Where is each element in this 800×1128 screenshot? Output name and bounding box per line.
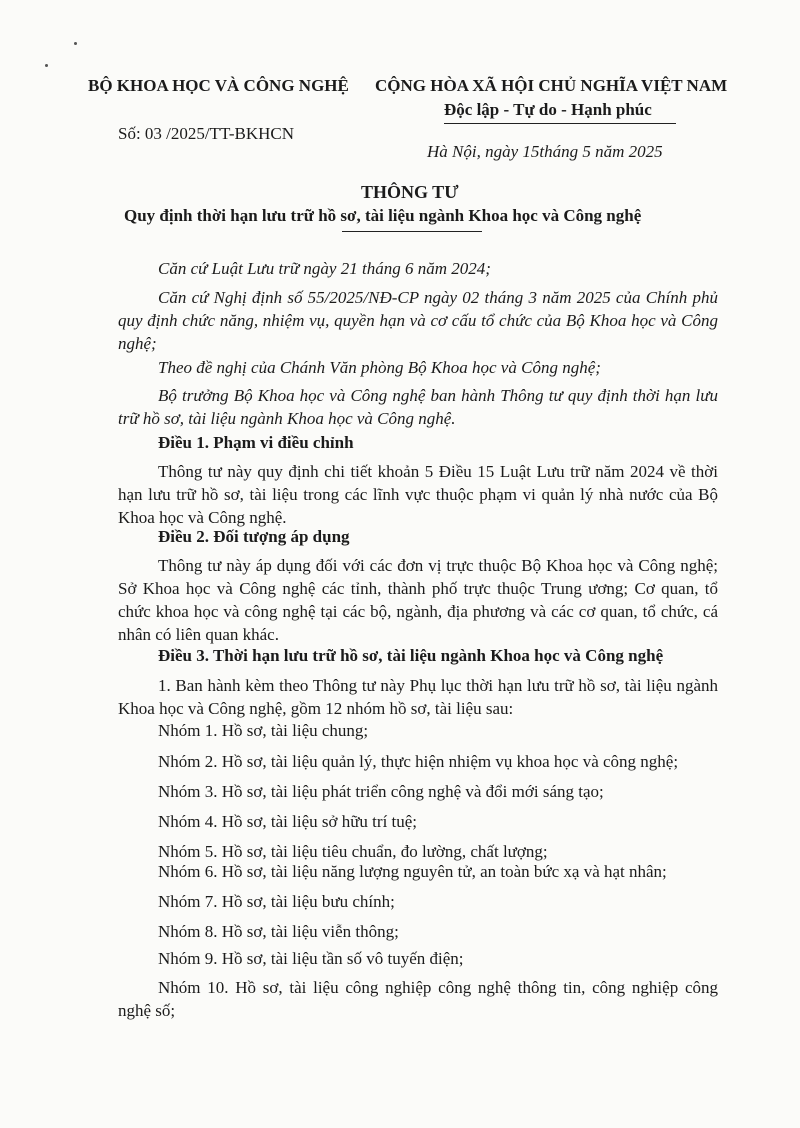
article-text: Thông tư này quy định chi tiết khoản 5 Điều 15 Luật Lưu trữ năm 2024 về thời hạn lưu trữ hồ sơ, tài liệu trong các lĩnh vực thuộc phạm vi quản lý nhà nước của Bộ Khoa học và Công nghệ. [118, 462, 718, 527]
preamble-item: Căn cứ Luật Lưu trữ ngày 21 tháng 6 năm 2024; [158, 259, 491, 278]
article-text: Thông tư này áp dụng đối với các đơn vị trực thuộc Bộ Khoa học và Công nghệ; Sở Khoa học và Công nghệ các tỉnh, thành phố trực thuộc Trung ương; Cơ quan, tổ chức khoa học và công nghệ tại các bộ, ngành, địa phương và các cơ quan, tổ chức, cá nhân có liên quan khác. [118, 556, 718, 644]
scan-speck [74, 42, 77, 45]
group-item: Nhóm 1. Hồ sơ, tài liệu chung; [158, 721, 369, 740]
document-number: Số: 03 /2025/TT-BKHCN [118, 124, 295, 143]
article-heading: Điều 1. Phạm vi điều chỉnh [158, 433, 354, 452]
article-text: 1. Ban hành kèm theo Thông tư này Phụ lục thời hạn lưu trữ hồ sơ, tài liệu ngành Khoa học và Công nghệ, gồm 12 nhóm hồ sơ, tài liệu sau: [118, 676, 718, 718]
article-heading: Điều 2. Đối tượng áp dụng [158, 527, 350, 546]
group-item: Nhóm 9. Hồ sơ, tài liệu tần số vô tuyến điện; [158, 949, 464, 968]
group-item: Nhóm 10. Hồ sơ, tài liệu công nghiệp công nghệ thông tin, công nghiệp công nghệ số; [118, 978, 718, 1020]
group-item: Nhóm 6. Hồ sơ, tài liệu năng lượng nguyên tử, an toàn bức xạ và hạt nhân; [158, 862, 667, 881]
article-heading: Điều 3. Thời hạn lưu trữ hồ sơ, tài liệu ngành Khoa học và Công nghệ [158, 646, 664, 665]
group-item: Nhóm 3. Hồ sơ, tài liệu phát triển công nghệ và đổi mới sáng tạo; [158, 782, 604, 801]
preamble-item: Theo đề nghị của Chánh Văn phòng Bộ Khoa học và Công nghệ; [158, 358, 601, 377]
preamble-item: Bộ trưởng Bộ Khoa học và Công nghệ ban hành Thông tư quy định thời hạn lưu trữ hồ sơ, tài liệu ngành Khoa học và Công nghệ. [118, 386, 718, 428]
scan-speck [45, 64, 48, 67]
ministry-name: BỘ KHOA HỌC VÀ CÔNG NGHỆ [88, 76, 349, 95]
group-item: Nhóm 7. Hồ sơ, tài liệu bưu chính; [158, 892, 395, 911]
group-item: Nhóm 8. Hồ sơ, tài liệu viễn thông; [158, 922, 399, 941]
group-item: Nhóm 2. Hồ sơ, tài liệu quản lý, thực hiện nhiệm vụ khoa học và công nghệ; [158, 752, 679, 771]
document-type-title: THÔNG TƯ [361, 182, 459, 202]
document-subject: Quy định thời hạn lưu trữ hồ sơ, tài liệu ngành Khoa học và Công nghệ [124, 206, 642, 225]
motto-underline [444, 123, 676, 124]
national-motto: Độc lập - Tự do - Hạnh phúc [444, 100, 652, 119]
subject-underline [342, 231, 482, 232]
group-item: Nhóm 5. Hồ sơ, tài liệu tiêu chuẩn, đo lường, chất lượng; [158, 842, 548, 861]
place-date: Hà Nội, ngày 15tháng 5 năm 2025 [427, 142, 663, 161]
group-item: Nhóm 4. Hồ sơ, tài liệu sở hữu trí tuệ; [158, 812, 418, 831]
preamble-item: Căn cứ Nghị định số 55/2025/NĐ-CP ngày 02 tháng 3 năm 2025 của Chính phủ quy định chức năng, nhiệm vụ, quyền hạn và cơ cấu tổ chức của Bộ Khoa học và Công nghệ; [118, 288, 718, 353]
republic-name: CỘNG HÒA XÃ HỘI CHỦ NGHĨA VIỆT NAM [375, 76, 728, 95]
